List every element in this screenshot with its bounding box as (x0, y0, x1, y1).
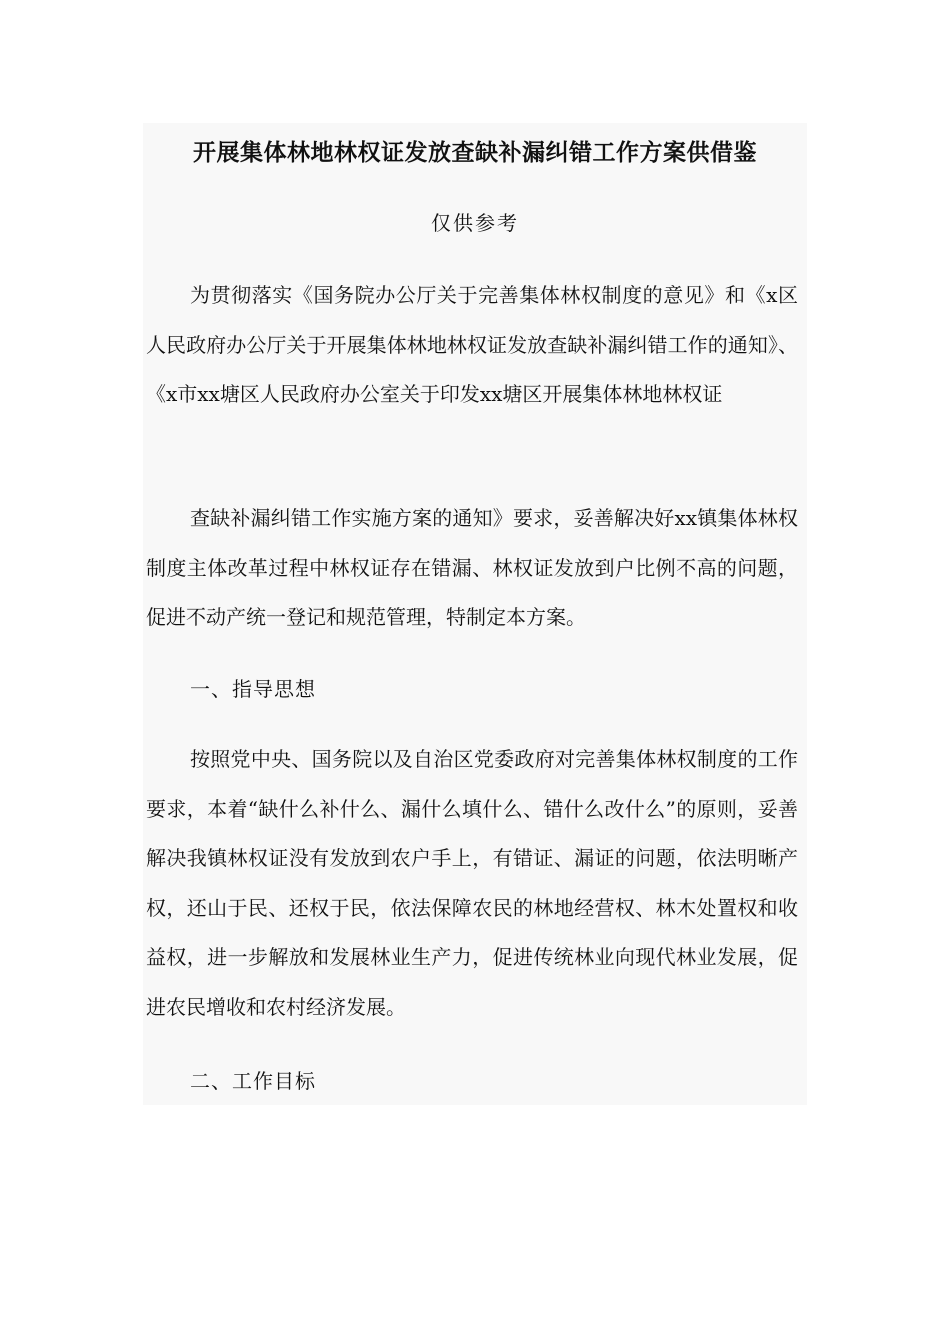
intro-paragraph-2: 查缺补漏纠错工作实施方案的通知》要求，妥善解决好xx镇集体林权制度主体改革过程中林权证存在错漏、林权证发放到户比例不高的问题，促进不动产统一登记和规范管理，特制定本方案。 (146, 506, 798, 629)
guiding-thought-paragraph: 按照党中央、国务院以及自治区党委政府对完善集体林权制度的工作要求，本着“缺什么补什么、漏什么填什么、错什么改什么”的原则，妥善解决我镇林权证没有发放到农户手上，有错证、漏证的问题，依法明晰产权，还山于民、还权于民，依法保障农民的林地经营权、林木处置权和收益权，进一步解放和发展林业生产力，促进传统林业向现代林业发展，促进农民增收和农村经济发展。 (146, 747, 798, 1019)
page-subtitle: 仅供参考 (431, 211, 519, 235)
intro-paragraph-1: 为贯彻落实《国务院办公厅关于完善集体林权制度的意见》和《x区人民政府办公厅关于开展集体林地林权证发放查缺补漏纠错工作的通知》、《x市xx塘区人民政府办公室关于印发xx塘区开展集体林地林权证 (146, 283, 798, 406)
page-title: 开展集体林地林权证发放查缺补漏纠错工作方案供借鉴 (193, 140, 757, 166)
section-heading-guiding-thought: 一、指导思想 (190, 677, 316, 701)
section-heading-work-goals: 二、工作目标 (190, 1069, 316, 1093)
